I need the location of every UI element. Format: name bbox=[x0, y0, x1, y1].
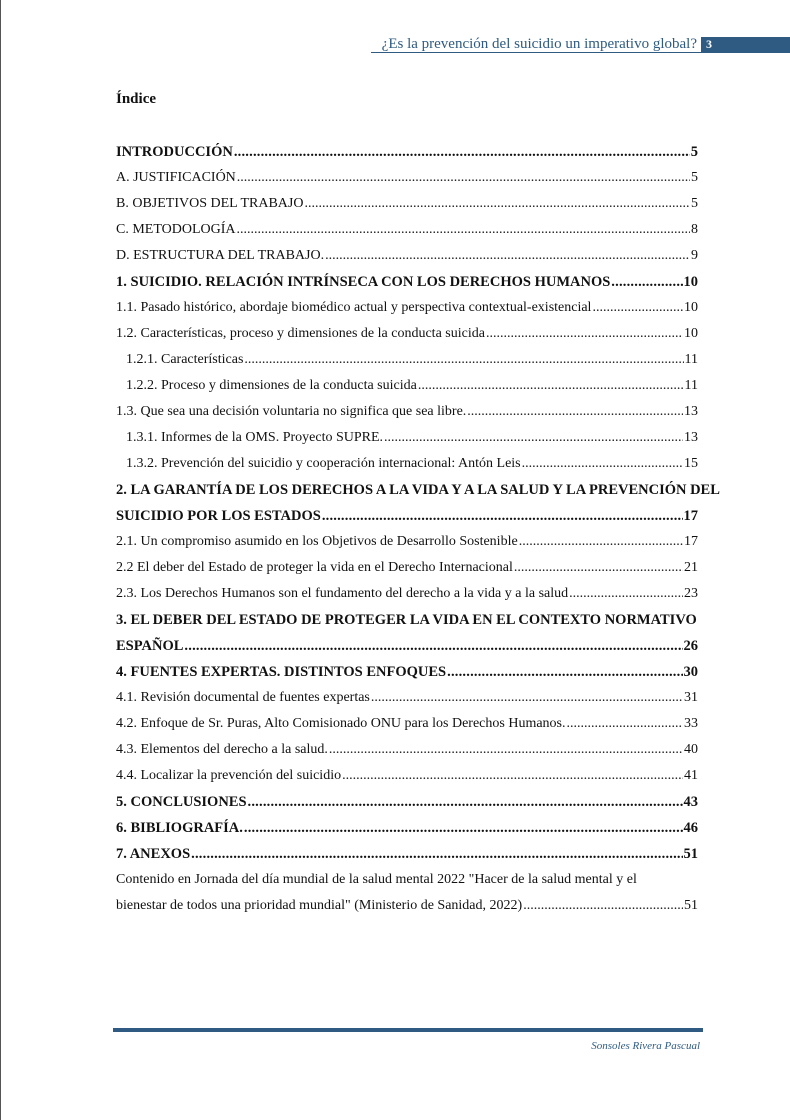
toc-entry[interactable] bbox=[116, 581, 698, 607]
toc-entry[interactable] bbox=[116, 321, 698, 347]
toc-entry-page: 46 bbox=[683, 820, 698, 836]
toc-entry-title: C. METODOLOGÍA bbox=[116, 222, 236, 237]
footer-author: Sonsoles Rivera Pascual bbox=[591, 1040, 700, 1052]
toc-entry-page: 21 bbox=[684, 560, 698, 575]
toc-entry[interactable] bbox=[116, 737, 698, 763]
toc-entry[interactable] bbox=[116, 633, 698, 659]
toc-entry-page: 23 bbox=[684, 586, 698, 601]
toc-dot-leader bbox=[234, 139, 690, 165]
toc-entry-title: 1.3.2. Prevención del suicidio y cooperación internacional: Antón Leis bbox=[126, 456, 521, 471]
toc-entry[interactable] bbox=[116, 815, 698, 841]
page-number: 3 bbox=[706, 37, 712, 51]
toc-entry[interactable] bbox=[116, 347, 698, 373]
toc-entry-page: 5 bbox=[691, 170, 698, 185]
toc-entry-title: 1.3.1. Informes de la OMS. Proyecto SUPRE. bbox=[126, 430, 384, 445]
toc-dot-leader bbox=[467, 399, 683, 425]
toc-entry-title: 4.2. Enfoque de Sr. Puras, Alto Comisionado ONU para los Derechos Humanos. bbox=[116, 716, 566, 731]
toc-entry[interactable] bbox=[116, 867, 698, 893]
toc-entry-page: 26 bbox=[683, 638, 698, 654]
toc-entry-title: 2.2 El deber del Estado de proteger la vida en el Derecho Internacional bbox=[116, 560, 513, 575]
toc-entry-title: bienestar de todos una prioridad mundial" (Ministerio de Sanidad, 2022) bbox=[116, 898, 523, 913]
toc-entry-page: 8 bbox=[691, 222, 698, 237]
toc-entry-title: 3. EL DEBER DEL ESTADO DE PROTEGER LA VIDA EN EL CONTEXTO NORMATIVO bbox=[116, 612, 697, 628]
toc-entry-page: 5 bbox=[691, 196, 698, 211]
toc-entry-title: D. ESTRUCTURA DEL TRABAJO. bbox=[116, 248, 325, 263]
toc-entry-title: SUICIDIO POR LOS ESTADOS bbox=[116, 508, 321, 524]
toc-dot-leader bbox=[371, 685, 683, 711]
toc-dot-leader bbox=[237, 165, 690, 191]
toc-entry-page: 11 bbox=[684, 378, 698, 393]
table-of-contents bbox=[116, 139, 720, 919]
toc-entry[interactable] bbox=[116, 191, 698, 217]
toc-entry-title: 5. CONCLUSIONES bbox=[116, 794, 247, 810]
toc-entry-title: B. OBJETIVOS DEL TRABAJO bbox=[116, 196, 304, 211]
toc-entry[interactable] bbox=[116, 789, 698, 815]
toc-dot-leader bbox=[342, 763, 683, 789]
toc-entry-page: 30 bbox=[683, 664, 698, 680]
toc-entry-page: 17 bbox=[683, 508, 698, 524]
toc-entry[interactable] bbox=[116, 685, 698, 711]
toc-dot-leader bbox=[447, 659, 682, 685]
running-header-title: ¿Es la prevención del suicidio un imperativo global? bbox=[381, 36, 697, 52]
toc-dot-leader bbox=[523, 893, 683, 919]
toc-entry[interactable] bbox=[116, 139, 698, 165]
toc-entry[interactable] bbox=[116, 295, 698, 321]
toc-entry[interactable] bbox=[116, 841, 698, 867]
toc-entry-page: 17 bbox=[684, 534, 698, 549]
toc-entry-title: 4.4. Localizar la prevención del suicidio bbox=[116, 768, 342, 783]
toc-entry-page: 33 bbox=[684, 716, 698, 731]
toc-entry-page: 10 bbox=[684, 300, 698, 315]
toc-entry[interactable] bbox=[116, 399, 698, 425]
toc-dot-leader bbox=[237, 217, 690, 243]
toc-entry-page: 13 bbox=[684, 430, 698, 445]
toc-entry[interactable] bbox=[116, 373, 698, 399]
toc-dot-leader bbox=[567, 711, 684, 737]
toc-entry-title: 4.1. Revisión documental de fuentes expertas bbox=[116, 690, 370, 705]
toc-entry-title: INTRODUCCIÓN bbox=[116, 144, 233, 160]
toc-entry-title: 1.2.2. Proceso y dimensiones de la conducta suicida bbox=[126, 378, 417, 393]
toc-dot-leader bbox=[486, 321, 683, 347]
toc-entry-title: 1.2.1. Características bbox=[126, 352, 244, 367]
toc-dot-leader bbox=[325, 243, 690, 269]
toc-dot-leader bbox=[244, 815, 683, 841]
toc-entry-page: 51 bbox=[684, 898, 698, 913]
toc-entry[interactable] bbox=[116, 165, 698, 191]
toc-entry[interactable] bbox=[116, 893, 698, 919]
toc-dot-leader bbox=[184, 633, 682, 659]
toc-entry[interactable] bbox=[116, 425, 698, 451]
toc-entry[interactable] bbox=[116, 503, 698, 529]
toc-entry-title: A. JUSTIFICACIÓN bbox=[116, 170, 236, 185]
toc-entry[interactable] bbox=[116, 711, 698, 737]
toc-entry[interactable] bbox=[116, 269, 698, 295]
index-heading: Índice bbox=[116, 91, 157, 107]
toc-entry[interactable] bbox=[116, 763, 698, 789]
toc-entry-page: 51 bbox=[683, 846, 698, 862]
toc-entry-title: 7. ANEXOS bbox=[116, 846, 191, 862]
toc-entry-page: 11 bbox=[684, 352, 698, 367]
toc-entry-title: 6. BIBLIOGRAFÍA. bbox=[116, 820, 243, 836]
toc-entry-page: 5 bbox=[690, 144, 698, 160]
toc-entry-title: Contenido en Jornada del día mundial de la salud mental 2022 "Hacer de la salud mental y el bbox=[116, 872, 637, 887]
toc-entry[interactable] bbox=[116, 529, 698, 555]
toc-entry-title: 2. LA GARANTÍA DE LOS DERECHOS A LA VIDA Y A LA SALUD Y LA PREVENCIÓN DEL bbox=[116, 482, 720, 498]
toc-dot-leader bbox=[384, 425, 683, 451]
toc-entry-title: 4.3. Elementos del derecho a la salud. bbox=[116, 742, 328, 757]
toc-entry-page: 10 bbox=[683, 274, 698, 290]
page-number-badge bbox=[701, 37, 790, 52]
header-rule bbox=[371, 52, 790, 53]
toc-entry[interactable] bbox=[116, 607, 698, 633]
toc-dot-leader bbox=[514, 555, 683, 581]
toc-dot-leader bbox=[418, 373, 684, 399]
toc-entry-title: 1. SUICIDIO. RELACIÓN INTRÍNSECA CON LOS DERECHOS HUMANOS bbox=[116, 274, 611, 290]
toc-dot-leader bbox=[244, 347, 683, 373]
toc-dot-leader bbox=[522, 451, 683, 477]
toc-entry-page: 40 bbox=[684, 742, 698, 757]
toc-dot-leader bbox=[248, 789, 683, 815]
toc-dot-leader bbox=[569, 581, 683, 607]
toc-entry[interactable] bbox=[116, 477, 720, 503]
toc-entry[interactable] bbox=[116, 555, 698, 581]
toc-entry-page: 9 bbox=[691, 248, 698, 263]
toc-dot-leader bbox=[611, 269, 682, 295]
toc-entry[interactable] bbox=[116, 243, 698, 269]
toc-entry-title: 2.3. Los Derechos Humanos son el fundamento del derecho a la vida y a la salud bbox=[116, 586, 569, 601]
toc-dot-leader bbox=[329, 737, 683, 763]
toc-entry-title: 1.3. Que sea una decisión voluntaria no significa que sea libre. bbox=[116, 404, 467, 419]
toc-dot-leader bbox=[322, 503, 683, 529]
toc-entry[interactable] bbox=[116, 659, 698, 685]
toc-dot-leader bbox=[191, 841, 682, 867]
toc-entry-page: 13 bbox=[684, 404, 698, 419]
toc-entry-page: 41 bbox=[684, 768, 698, 783]
toc-entry-page: 15 bbox=[684, 456, 698, 471]
toc-dot-leader bbox=[592, 295, 683, 321]
toc-entry-page: 43 bbox=[683, 794, 698, 810]
toc-entry-title: 1.1. Pasado histórico, abordaje biomédico actual y perspectiva contextual-existencial bbox=[116, 300, 592, 315]
toc-entry-title: ESPAÑOL bbox=[116, 638, 184, 654]
toc-entry-page: 31 bbox=[684, 690, 698, 705]
toc-entry-title: 1.2. Características, proceso y dimensiones de la conducta suicida bbox=[116, 326, 485, 341]
toc-entry-title: 4. FUENTES EXPERTAS. DISTINTOS ENFOQUES bbox=[116, 664, 447, 680]
toc-entry[interactable] bbox=[116, 217, 698, 243]
toc-dot-leader bbox=[519, 529, 683, 555]
footer-rule bbox=[113, 1028, 703, 1032]
toc-entry[interactable] bbox=[116, 451, 698, 477]
toc-dot-leader bbox=[304, 191, 690, 217]
toc-entry-title: 2.1. Un compromiso asumido en los Objetivos de Desarrollo Sostenible bbox=[116, 534, 518, 549]
toc-entry-page: 10 bbox=[684, 326, 698, 341]
